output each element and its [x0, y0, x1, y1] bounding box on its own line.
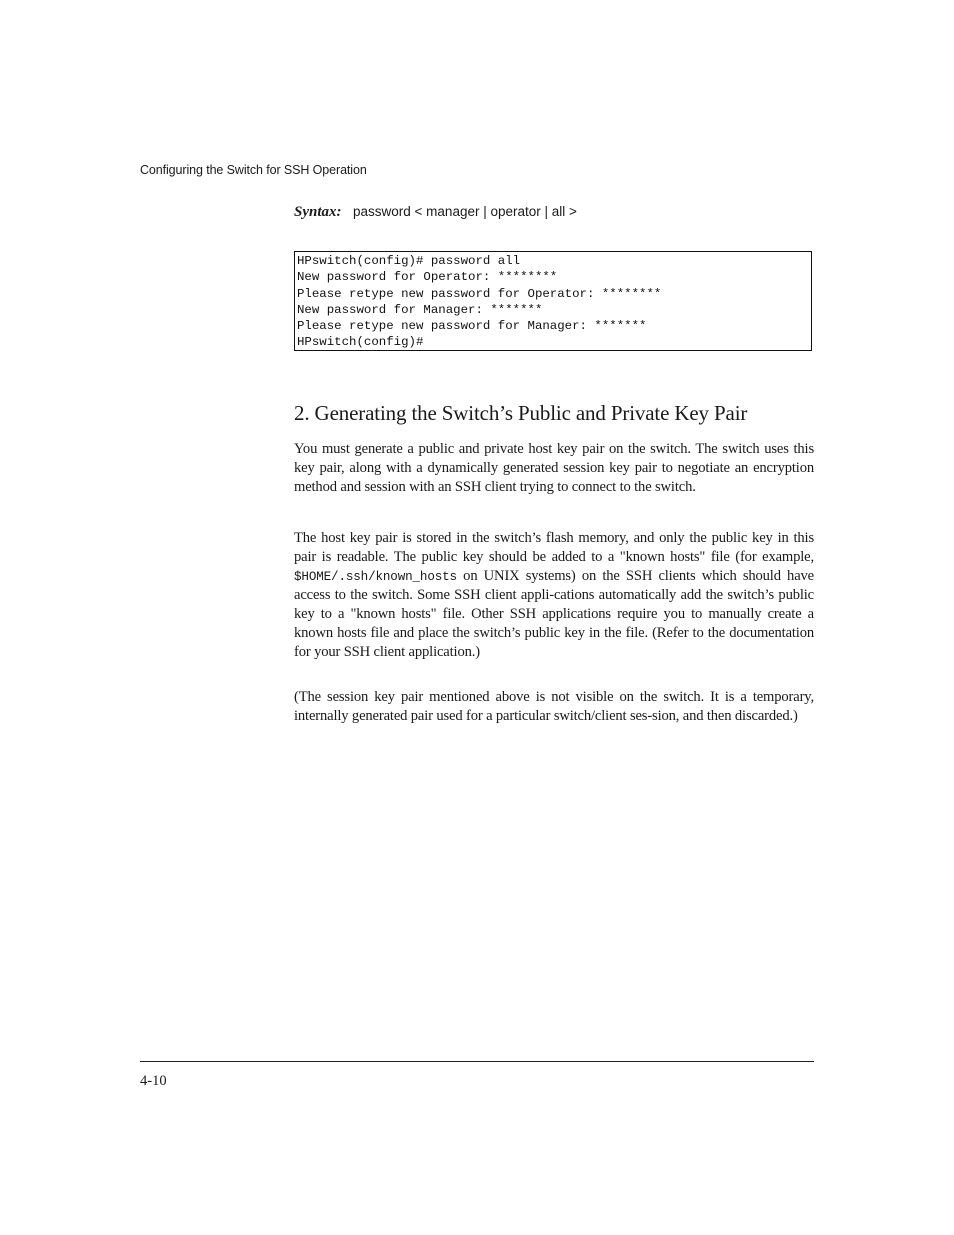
section-heading: 2. Generating the Switch’s Public and Private Key Pair [294, 401, 748, 425]
page-number: 4-10 [140, 1073, 167, 1089]
syntax-line [294, 204, 577, 221]
syntax-label: Syntax: [294, 204, 342, 220]
footer-divider [140, 1061, 814, 1062]
terminal-line: Please retype new password for Manager: ******* [297, 319, 647, 334]
syntax-command: password < manager | operator | all > [353, 204, 577, 219]
terminal-lines [295, 252, 811, 351]
body-paragraph-2 [294, 529, 814, 662]
terminal-line: New password for Operator: ******** [297, 270, 558, 285]
paragraph-text: on UNIX systems) on the SSH clients which should have access to the switch. Some SSH client appli-cations automatically add the switch’s public key to a "known hosts" file. Other SSH applications require you to manually create a known hosts file and place the switch’s public key in the file. (Refer to the documentation for your SSH client application.) [294, 567, 814, 660]
inline-code-path: $HOME/.ssh/known_hosts [294, 569, 457, 584]
terminal-line: Please retype new password for Operator: ******** [297, 286, 662, 301]
running-header: Configuring the Switch for SSH Operation [140, 163, 367, 177]
terminal-line: New password for Manager: ******* [297, 302, 543, 317]
terminal-example-box [294, 251, 812, 351]
body-paragraph-1: You must generate a public and private host key pair on the switch. The switch uses this key pair, along with a dynamically generated session key pair to negotiate an encryption method and session with an SSH client trying to connect to the switch. [294, 441, 814, 495]
terminal-line: HPswitch(config)# password all [297, 254, 521, 268]
terminal-line: HPswitch(config)# [297, 335, 424, 350]
paragraph-text: The host key pair is stored in the switch’s flash memory, and only the public key in this pair is readable. The public key should be added to a "known hosts" file (for example, [294, 530, 814, 565]
body-paragraph-3: (The session key pair mentioned above is not visible on the switch. It is a temporary, internally generated pair used for a particular switch/client ses-sion, and then discarded.) [294, 689, 814, 724]
